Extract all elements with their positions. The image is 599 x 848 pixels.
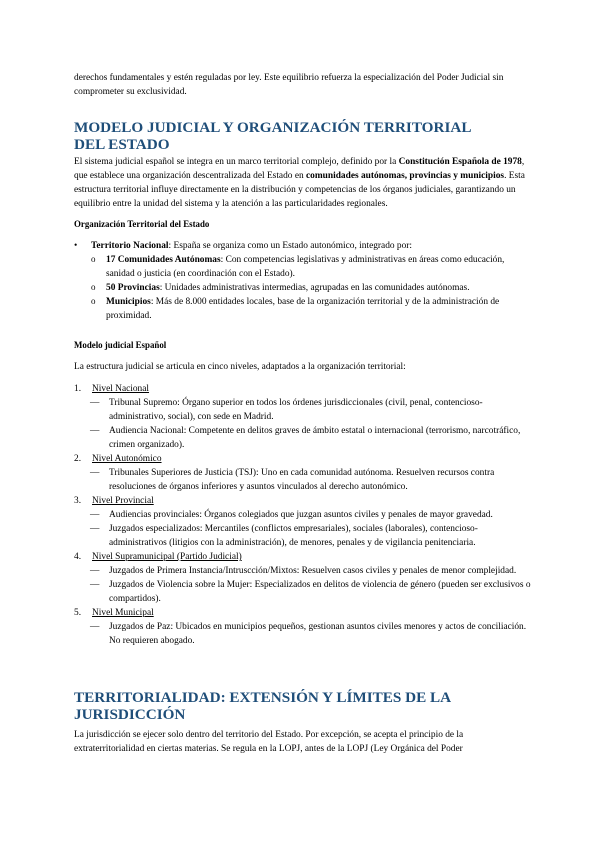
list-item: o 17 Comunidades Autónomas: Con competencias legislativas y administrativas en áreas como educación, sanidad o justicia (en coordinación con el Estado). [91,254,505,279]
circle-marker: o [91,254,96,264]
dash-marker: — [90,426,100,436]
intro-paragraph: derechos fundamentales y estén reguladas por ley. Este equilibrio refuerza la especialización del Poder Judicial sin comprometer su exclusividad. [74,73,504,97]
model-intro-paragraph: La estructura judicial se articula en cinco niveles, adaptados a la organización territorial: [74,362,406,372]
level-item: 5. Nivel Municipal [74,608,154,618]
level-item: 2. Nivel Autonómico [74,454,162,464]
circle-marker: o [91,296,96,306]
section-heading-modelo-judicial: MODELO JUDICIAL Y ORGANIZACIÓN TERRITORIAL DEL ESTADO [74,119,471,153]
list-item: — Juzgados de Primera Instancia/Intruscción/Mixtos: Resuelven casos civiles y penales de menor complejidad. [90,566,517,576]
dash-marker: — [90,468,100,478]
bullet-marker: • [74,241,78,251]
list-item: — Juzgados de Paz: Ubicados en municipios pequeños, gestionan asuntos civiles menores y actos de conciliación. No requieren abogado. [90,622,527,646]
level-item: 1. Nivel Nacional [74,384,150,394]
list-item: o 50 Provincias: Unidades administrativas intermedias, agrupadas en las comunidades autónomas. [91,282,470,293]
dash-marker: — [90,510,100,520]
levels-list [74,382,534,648]
dash-marker: — [90,398,100,408]
list-item: o Municipios: Más de 8.000 entidades locales, base de la organización territorial y de la administración de proximidad. [91,296,500,321]
section-paragraph: La jurisdicción se ejecer solo dentro del territorio del Estado. Por excepción, se acepta el principio de la extraterritorialidad en ciertas materias. Se regula en la LOPJ, antes de la LOPJ (Ley Orgánica del Poder [74,730,464,754]
list-item: — Audiencia Nacional: Competente en delitos graves de ámbito estatal o internacional (terrorismo, narcotráfico, crimen organizado). [90,426,521,450]
subheading-modelo: Modelo judicial Español [74,340,167,350]
list-item: — Juzgados de Violencia sobre la Mujer: Especializados en delitos de violencia de género (pueden ser exclusivos o compartidos). [90,580,531,604]
list-item: — Tribunal Supremo: Órgano superior en todos los órdenes jurisdiccionales (civil, penal, contencioso-administrativo, social), con sede en Madrid. [90,398,483,422]
level-item: 4. Nivel Supramunicipal (Partido Judicial) [74,552,242,562]
section-heading-territorialidad: TERRITORIALIDAD: EXTENSIÓN Y LÍMITES DE LA JURISDICCIÓN [74,689,451,723]
section-paragraph: El sistema judicial español se integra en un marco territorial complejo, definido por la Constitución Española de 1978, que establece una organización descentralizada del Estado en comunidades autónomas, provincias y municipios. Esta estructura territorial influye directamente en la distribución y competencias de los órganos judiciales, garantizando un equilibrio entre la unidad del sistema y la atención a las particularidades regionales. [74,157,525,209]
bullet-list [74,239,534,323]
circle-marker: o [91,282,96,292]
list-item: • Territorio Nacional: España se organiza como un Estado autonómico, integrado por: [74,241,413,251]
level-item: 3. Nivel Provincial [74,496,154,506]
dash-marker: — [90,566,100,576]
dash-marker: — [90,622,100,632]
dash-marker: — [90,580,100,590]
list-item: — Audiencias provinciales: Órganos colegiados que juzgan asuntos civiles y penales de mayor gravedad. [90,510,493,520]
subheading-organizacion: Organización Territorial del Estado [74,219,210,229]
list-item: — Juzgados especializados: Mercantiles (conflictos empresariales), sociales (laborales), contencioso-administrativos (litigios con la administración), de menores, penales y de vigilancia penitenciaria. [90,524,478,548]
list-item: — Tribunales Superiores de Justicia (TSJ): Uno en cada comunidad autónoma. Resuelven recursos contra resoluciones de órganos inferiores y asuntos vinculados al derecho autonómico. [90,468,495,492]
dash-marker: — [90,524,100,534]
